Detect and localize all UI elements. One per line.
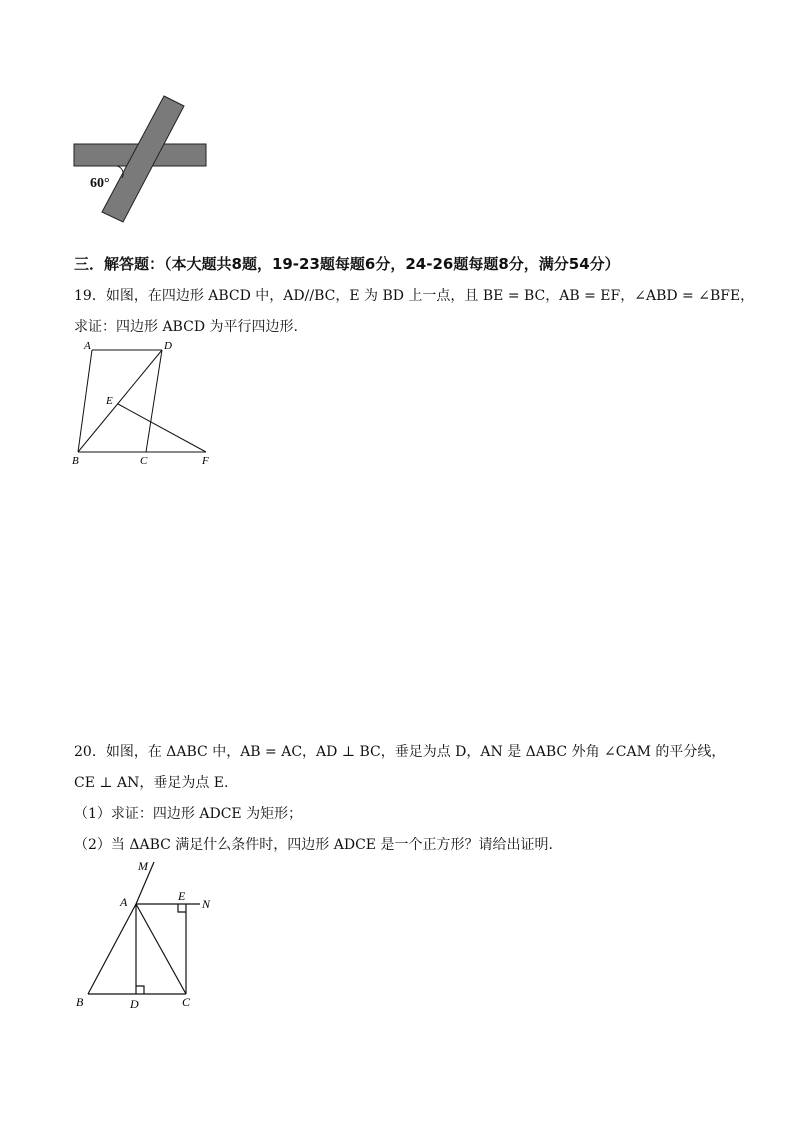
q19-line1: 19．如图，在四边形 ABCD 中，AD//BC，E 为 BD 上一点，且 BE = BC，AB = EF，∠ABD = ∠BFE， — [74, 288, 755, 304]
label-C: C — [182, 995, 191, 1009]
q20-part1: （1）求证：四边形 ADCE 为矩形； — [74, 806, 303, 822]
label-F: F — [202, 455, 209, 467]
q20-line1: 20．如图，在 ΔABC 中，AB = AC，AD ⊥ BC，垂足为点 D，AN 是 ΔABC 外角 ∠CAM 的平分线， — [74, 744, 726, 760]
label-D: D — [164, 340, 172, 352]
q20-line2: CE ⊥ AN，垂足为点 E. — [74, 775, 229, 791]
label-B: B — [72, 455, 79, 467]
label-B: B — [76, 995, 84, 1009]
label-N: N — [202, 897, 211, 911]
label-D: D — [130, 997, 139, 1011]
label-M: M — [138, 859, 148, 873]
label-A: A — [120, 895, 128, 909]
label-A: A — [84, 340, 91, 352]
q19-line2: 求证：四边形 ABCD 为平行四边形. — [74, 319, 298, 335]
label-E: E — [178, 889, 186, 903]
crossed-bars-figure — [60, 90, 230, 230]
section-heading: 三．解答题：（本大题共8题，19-23题每题6分，24-26题每题8分，满分54分） — [74, 255, 620, 273]
angle-label: 60° — [90, 176, 110, 191]
label-E: E — [106, 395, 113, 407]
label-C: C — [140, 455, 148, 467]
q20-part2: （2）当 ΔABC 满足什么条件时，四边形 ADCE 是一个正方形？请给出证明. — [74, 837, 553, 853]
q19-figure — [68, 336, 218, 470]
q20-figure — [70, 856, 230, 1016]
